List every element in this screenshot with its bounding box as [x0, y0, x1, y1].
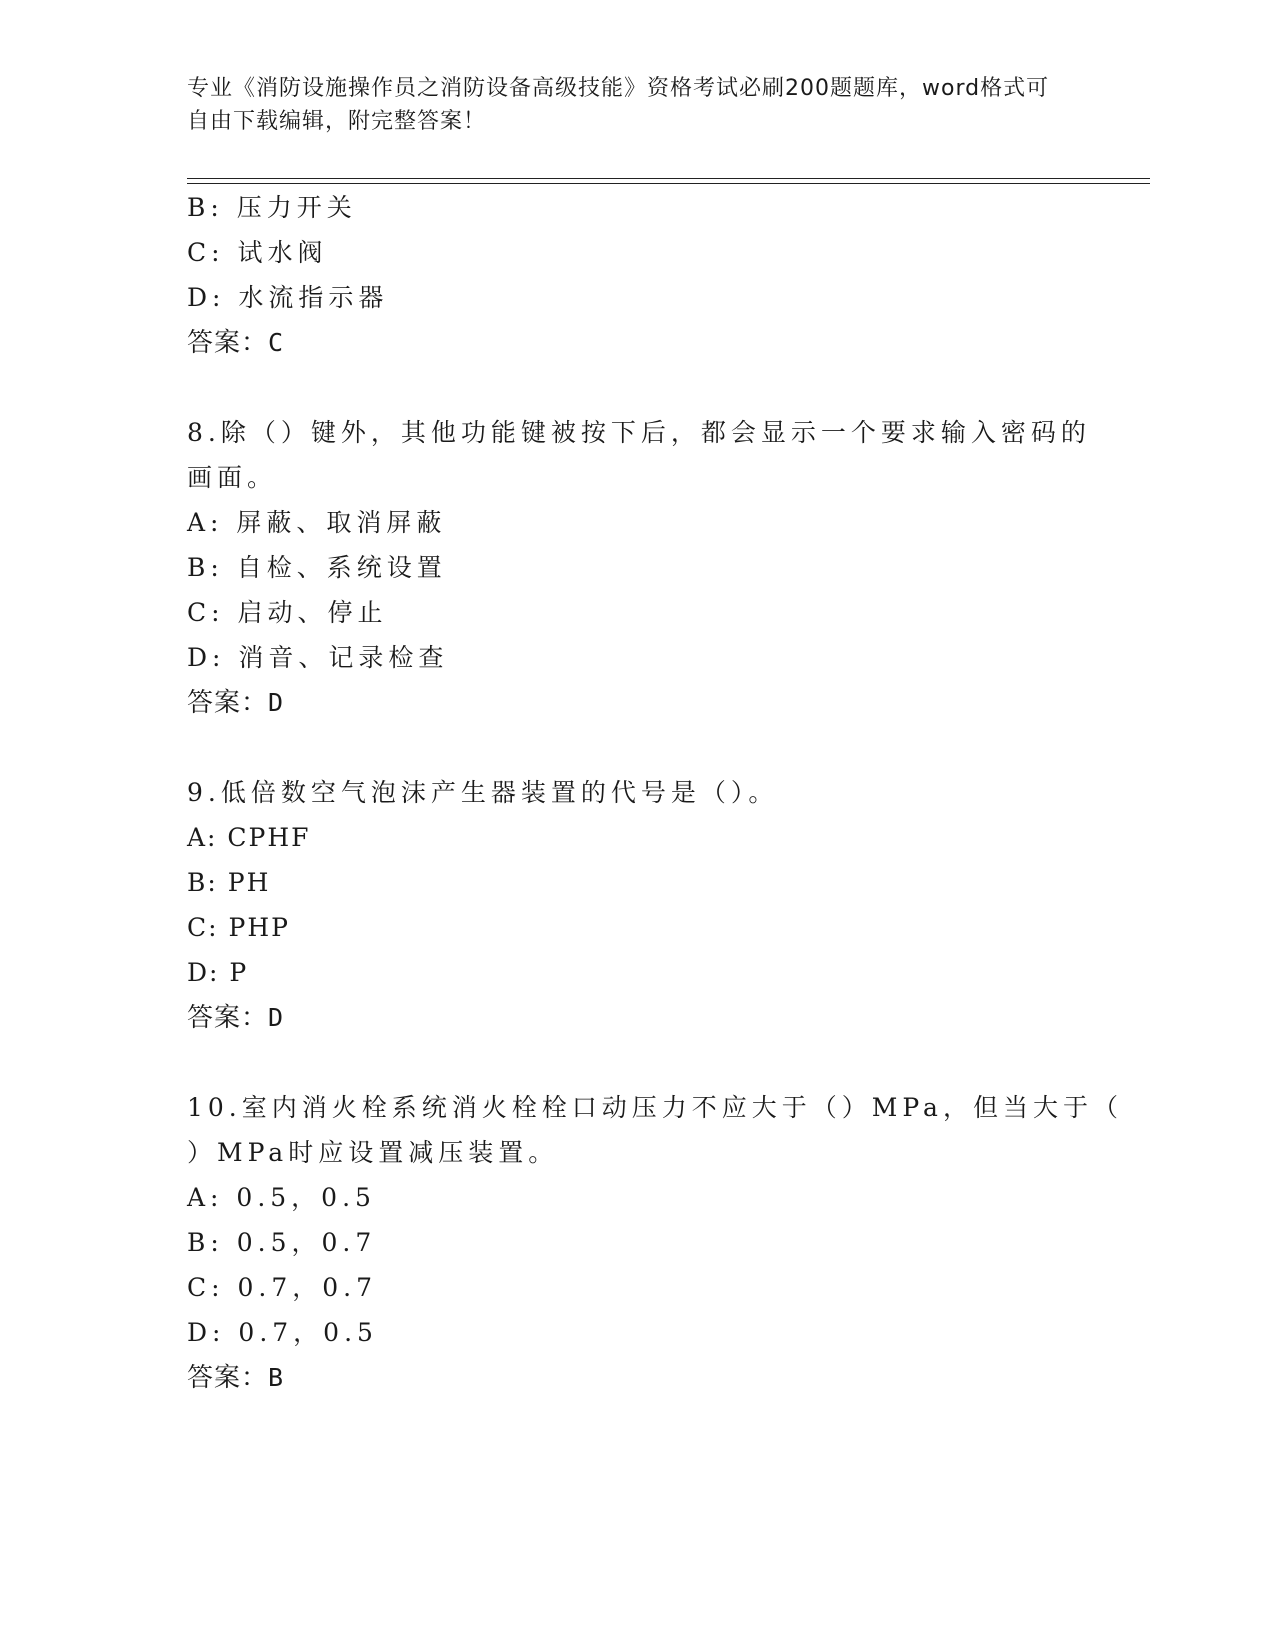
q7-answer: [187, 328, 284, 358]
q9-answer: [187, 1003, 284, 1033]
q7-option-b: B: 压力开关: [187, 193, 357, 222]
answer-value: C: [268, 328, 285, 357]
header-divider-top: [187, 178, 1150, 179]
q7-option-c: C: 试水阀: [187, 238, 328, 267]
q10-option-d: D: 0.7，0.5: [187, 1318, 378, 1347]
q8-option-b: B: 自检、系统设置: [187, 553, 447, 582]
q9-option-b: B: PH: [187, 868, 271, 897]
q9-option-a: A: CPHF: [187, 823, 311, 852]
q7-option-d: D: 水流指示器: [187, 283, 389, 312]
q9-stem-line1: 9.低倍数空气泡沫产生器装置的代号是（）。: [187, 778, 779, 807]
header-divider-bottom: [187, 183, 1150, 184]
document-header: 专业《消防设施操作员之消防设备高级技能》资格考试必刷200题题库，word格式可自由下载编辑，附完整答案！: [187, 76, 1050, 134]
q10-option-b: B: 0.5，0.7: [187, 1228, 377, 1257]
q10-stem-line2: ）MPa时应设置减压装置。: [187, 1138, 559, 1167]
q10-stem-line1: 10.室内消火栓系统消火栓栓口动压力不应大于（）MPa，但当大于（: [187, 1093, 1123, 1122]
q8-option-c: C: 启动、停止: [187, 598, 388, 627]
q8-option-a: A: 屏蔽、取消屏蔽: [187, 508, 447, 537]
q10-answer: [187, 1363, 284, 1393]
q10-option-c: C: 0.7，0.7: [187, 1273, 378, 1302]
q8-option-d: D: 消音、记录检查: [187, 643, 449, 672]
answer-value: D: [268, 688, 285, 717]
q8-answer: [187, 688, 284, 718]
answer-value: D: [268, 1003, 285, 1032]
q8-stem-line1: 8.除（）键外，其他功能键被按下后，都会显示一个要求输入密码的: [187, 418, 1091, 447]
answer-label: 答案：: [187, 688, 269, 718]
answer-label: 答案：: [187, 1363, 269, 1393]
q8-stem-line2: 画面。: [187, 463, 278, 492]
answer-label: 答案：: [187, 328, 269, 358]
q9-option-d: D: P: [187, 958, 249, 987]
q10-option-a: A: 0.5，0.5: [187, 1183, 376, 1212]
answer-value: B: [268, 1363, 285, 1392]
answer-label: 答案：: [187, 1003, 269, 1033]
q9-option-c: C: PHP: [187, 913, 290, 942]
